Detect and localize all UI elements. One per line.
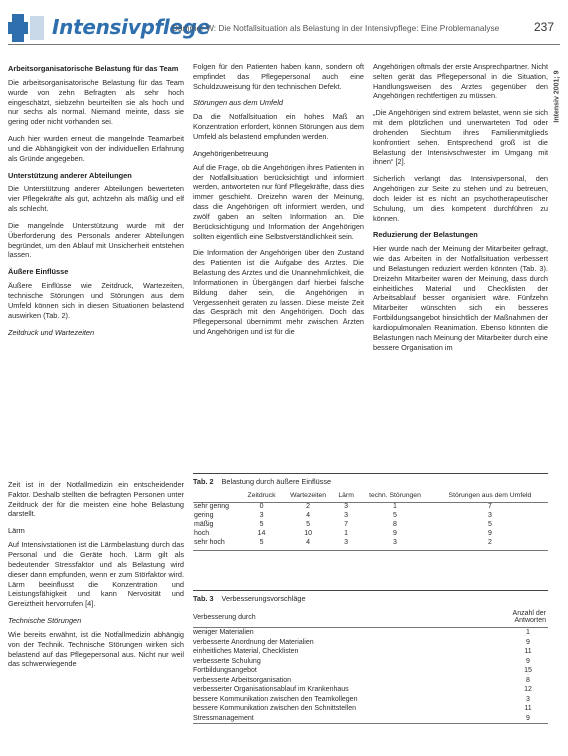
table-cell: 2 xyxy=(432,539,548,550)
table-3-grid xyxy=(193,607,548,724)
paragraph: Die Information der Angehörigen über den Zustand des Patienten ist die Aufgabe des Arztes. Die Belastung des Arztes und die Unannehmlichkeit, die Informationen in Übergängen darf hierbei falsche Bildung daher sein, die Angehörigen in Vergessenheit geraten zu lassen. Diese meiste Zeit das Gespräch mit den Angehörigen. Doch das Pflegepersonal übernimmt mehr zwischen Ärzten und Angehörigen und ist für die xyxy=(193,248,364,337)
table-cell: sehr hoch xyxy=(193,539,241,550)
paragraph: Die Unterstützung anderer Abteilungen bewerteten vier Pflegekräfte als gut, achtzehn als mäßig und elf als schlecht. xyxy=(8,184,184,214)
table-3 xyxy=(193,590,548,724)
table-cell: 1 xyxy=(344,529,349,537)
table-cell: mäßig xyxy=(194,520,214,528)
table-cell: 9 xyxy=(526,657,530,665)
paragraph: Hier wurde nach der Meinung der Mitarbeiter gefragt, wie das Arbeiten in der Notfallsituation verbessert und Belastungen reduziert werden könnten (Tab. 3). Dreizehn Mitarbeiter waren der Meinung, dass durch einheitliches Material und Checklisten der Arbeitsablauf besser organisiert wäre. Fünfzehn Mitarbeiter wünschten sich ein besseres Fortbildungsangebot hinsichtlich der Maßnahmen der kardiopulmonalen Reanimation. Ebenso könnten die Belastungen nach Meinung der Mitarbeiter durch eine bessere Organisation im xyxy=(373,244,548,352)
table-row xyxy=(193,503,548,512)
table-cell: verbesserte Arbeitsorganisation xyxy=(193,676,292,684)
table-row xyxy=(193,539,548,550)
section-heading: Störungen aus dem Umfeld xyxy=(193,98,283,108)
table-cell: 7 xyxy=(487,503,492,510)
paragraph: Wie bereits erwähnt, ist die Notfallmedizin abhängig von der Technik. Technische Störungen wirken sich belastend auf das Pflegepersonal aus. Nicht nur weil das schwerwiegende xyxy=(8,629,184,669)
paragraph: Sicherlich verlangt das Intensivpersonal, den Angehörigen zur Seite zu stehen und zu betreuen, doch leider ist es nicht an psychotherapeutischer Schulung, um dies kompetent durchführen zu können. xyxy=(373,174,548,223)
paragraph: Da die Notfallsituation ein hohes Maß an Konzentration erfordert, können Störungen aus dem Umfeld als belastend empfunden werden. xyxy=(193,112,364,142)
section-heading: Technische Störungen xyxy=(8,616,82,626)
table-cell: 3 xyxy=(358,539,432,550)
table-cell: Stressmanagement xyxy=(193,714,508,724)
side-journal-label xyxy=(550,45,564,155)
table-cell: 3 xyxy=(526,695,530,703)
section-heading: Angehörigenbetreuung xyxy=(193,148,269,158)
header-divider xyxy=(8,44,560,45)
table-2-column-header: Lärm xyxy=(334,490,358,503)
table-cell: 12 xyxy=(524,686,532,694)
table-cell: hoch xyxy=(194,529,210,537)
table-3-title: Verbesserungsvorschläge xyxy=(221,594,306,603)
paragraph: Auf Intensivstationen ist die Lärmbelastung durch das Personal und die Geräte hoch. Lärm gilt als bedeutender Stressfaktor und als Belastung wird dieser dann empfunden, wenn er zum Störfaktor wird. Lärm beeinflusst die Konzentration und Leistungsfähigkeit und kann Nervosität und Gereiztheit hervorrufen [4]. xyxy=(8,540,184,609)
table-row xyxy=(193,666,548,676)
table-row xyxy=(193,628,548,638)
section-heading: Reduzierung der Belastungen xyxy=(373,230,478,240)
paragraph: Zeit ist in der Notfallmedizin ein entscheidender Faktor. Deshalb stellten die befragten Personen unter Zeitdruck der für die meisten eine hohe Belastung darstellt. xyxy=(8,480,184,519)
table-3-label: Tab. 3 xyxy=(193,594,214,603)
table-row xyxy=(193,685,548,695)
table-row xyxy=(193,676,548,686)
page-header xyxy=(0,0,568,58)
section-heading: Unterstützung anderer Abteilungen xyxy=(8,170,132,180)
table-2-grid xyxy=(193,490,548,551)
table-cell: bessere Kommunikation zwischen den Teamkollegen xyxy=(193,695,358,703)
journal-title: Intensivpflege xyxy=(52,15,210,39)
table-cell: verbesserte Schulung xyxy=(193,657,261,665)
table-row xyxy=(193,657,548,667)
table-row xyxy=(193,647,548,657)
paragraph: Äußere Einflüsse wie Zeitdruck, Wartezeiten, technische Störungen und Störungen aus dem Umfeld können sich in diesen Situationen belastend auswirken (Tab. 2). xyxy=(8,281,184,320)
section-heading: Arbeitsorganisatorische Belastung für das Team xyxy=(8,64,179,73)
table-2-column-header: Wartezeiten xyxy=(282,490,334,503)
column-1 xyxy=(8,64,184,341)
table-2 xyxy=(193,473,548,551)
table-row xyxy=(193,714,548,724)
table-cell: 14 xyxy=(257,529,266,537)
table-cell: gering xyxy=(194,511,214,519)
table-cell: 7 xyxy=(344,520,349,528)
table-2-label: Tab. 2 xyxy=(193,477,214,486)
table-cell: 9 xyxy=(526,638,530,646)
side-journal-text: Intensiv 2001; 9 xyxy=(553,70,561,123)
table-cell: bessere Kommunikation zwischen den Schnittstellen xyxy=(193,705,357,713)
section-heading: Zeitdruck und Wartezeiten xyxy=(8,327,95,337)
table-cell: 8 xyxy=(393,520,397,528)
table-cell: 9 xyxy=(508,714,548,724)
column-1-lower xyxy=(8,480,184,676)
paragraph: Folgen für den Patienten haben kann, sondern oft empfindet das Pflegepersonal auch eine Schuldzuweisung für den technischen Defekt. xyxy=(193,62,364,91)
table-cell: 9 xyxy=(487,529,492,537)
column-3 xyxy=(373,62,548,359)
table-cell: 3 xyxy=(334,539,358,550)
table-cell: 1 xyxy=(526,629,530,636)
table-cell: 3 xyxy=(487,511,492,519)
paragraph: Auch hier wurden erneut die mangelnde Teamarbeit und die Abhängigkeit von der individuellen Erfahrung als Gründe angegeben. xyxy=(8,134,184,163)
table-cell: 5 xyxy=(241,539,282,550)
table-2-column-header xyxy=(193,490,241,503)
table-cell: 15 xyxy=(524,667,532,675)
table-cell: 8 xyxy=(526,676,530,684)
table-row xyxy=(193,530,548,539)
table-cell: 10 xyxy=(304,529,312,537)
table-2-caption xyxy=(193,473,548,486)
table-cell: verbesserter Organisationsablauf im Krankenhaus xyxy=(193,686,349,694)
section-heading: Äußere Einflüsse xyxy=(8,267,69,277)
page-number: 237 xyxy=(533,20,554,34)
table-2-column-header: Zeitdruck xyxy=(241,490,282,503)
table-row xyxy=(193,521,548,530)
running-head: Dammer W: Die Notfallsituation als Belastung in der Intensivpflege: Eine Problemanalyse xyxy=(172,23,500,33)
table-cell: verbesserte Anordnung der Materialien xyxy=(193,638,314,646)
paragraph: Die mangelnde Unterstützung wurde mit der Überforderung des Personals anderer Abteilungen begründet, um den Ablauf mit Unsicherheit entstehen lassen. xyxy=(8,220,184,260)
column-2 xyxy=(193,62,364,344)
section-heading: Lärm xyxy=(8,526,25,536)
table-cell: 9 xyxy=(393,529,397,537)
table-2-title: Belastung durch äußere Einflüsse xyxy=(221,477,332,486)
paragraph: Angehörigen oftmals der erste Ansprechpartner. Nicht selten gerät das Pflegepersonal in die Situation, Handlungsweisen des Arztes gegenüber den Angehörigen rechtfertigen zu müssen. xyxy=(373,62,548,101)
table-cell: 11 xyxy=(524,705,532,713)
table-row xyxy=(193,512,548,521)
paragraph: Auf die Frage, ob die Angehörigen ihres Patienten in der Notfallsituation berücksichtigt und informiert werden, antworteten nur fünf Pflegekräfte, dass dies immer geschieht. Dreizehn waren der Meinung, dass die Angehörigen oft informiert werden, und zwölf gaben an selten Information an. Die Berücksichtigung und Information der Angehörigen sollten eigentlich eine Selbstverständlichkeit sein. xyxy=(193,162,364,241)
table-cell: 3 xyxy=(344,511,349,519)
table-cell: 1 xyxy=(393,503,397,510)
table-row xyxy=(193,638,548,648)
table-cell: 3 xyxy=(344,503,349,510)
table-cell: 11 xyxy=(524,648,532,656)
table-cell: 2 xyxy=(306,503,311,510)
table-cell: 0 xyxy=(259,503,264,510)
table-cell: 5 xyxy=(393,511,397,519)
table-2-column-header: techn. Störungen xyxy=(358,490,432,503)
paragraph: „Die Angehörigen sind extrem belastet, wenn sie sich mit dem plötzlichen und unerwarteten Tod oder drohenden Siechtum ihres Familienmitglieds konfrontiert sehen. Entsprechend groß ist die Belastung der Intensivschwester im Umgang mit ihnen“ [2]. xyxy=(373,108,548,167)
table-cell: einheitliches Material, Checklisten xyxy=(193,648,299,656)
journal-logo-icon xyxy=(8,12,46,44)
table-cell: 5 xyxy=(487,520,492,528)
table-row xyxy=(193,695,548,705)
table-3-caption xyxy=(193,590,548,603)
table-cell: 4 xyxy=(306,511,311,519)
table-cell: weniger Materialien xyxy=(193,629,254,636)
table-cell: Fortbildungsangebot xyxy=(193,667,257,675)
table-cell: 3 xyxy=(259,511,264,519)
table-row xyxy=(193,704,548,714)
table-cell: 5 xyxy=(259,520,264,528)
table-3-header-left: Verbesserung durch xyxy=(193,607,508,628)
table-cell: sehr gering xyxy=(194,503,230,510)
table-2-column-header: Störungen aus dem Umfeld xyxy=(432,490,548,503)
table-3-header-right: Anzahl der Antworten xyxy=(508,607,548,628)
paragraph: Die arbeitsorganisatorische Belastung für das Team wurde von zehn Befragten als sehr hoch eingeschätzt, siebzehn beurteilten sie als hoch und nur sechs als normal. Niemand meinte, dass sie gering oder nicht vorhanden sei. xyxy=(8,77,184,127)
table-cell: 5 xyxy=(306,520,311,528)
table-cell: 4 xyxy=(282,539,334,550)
